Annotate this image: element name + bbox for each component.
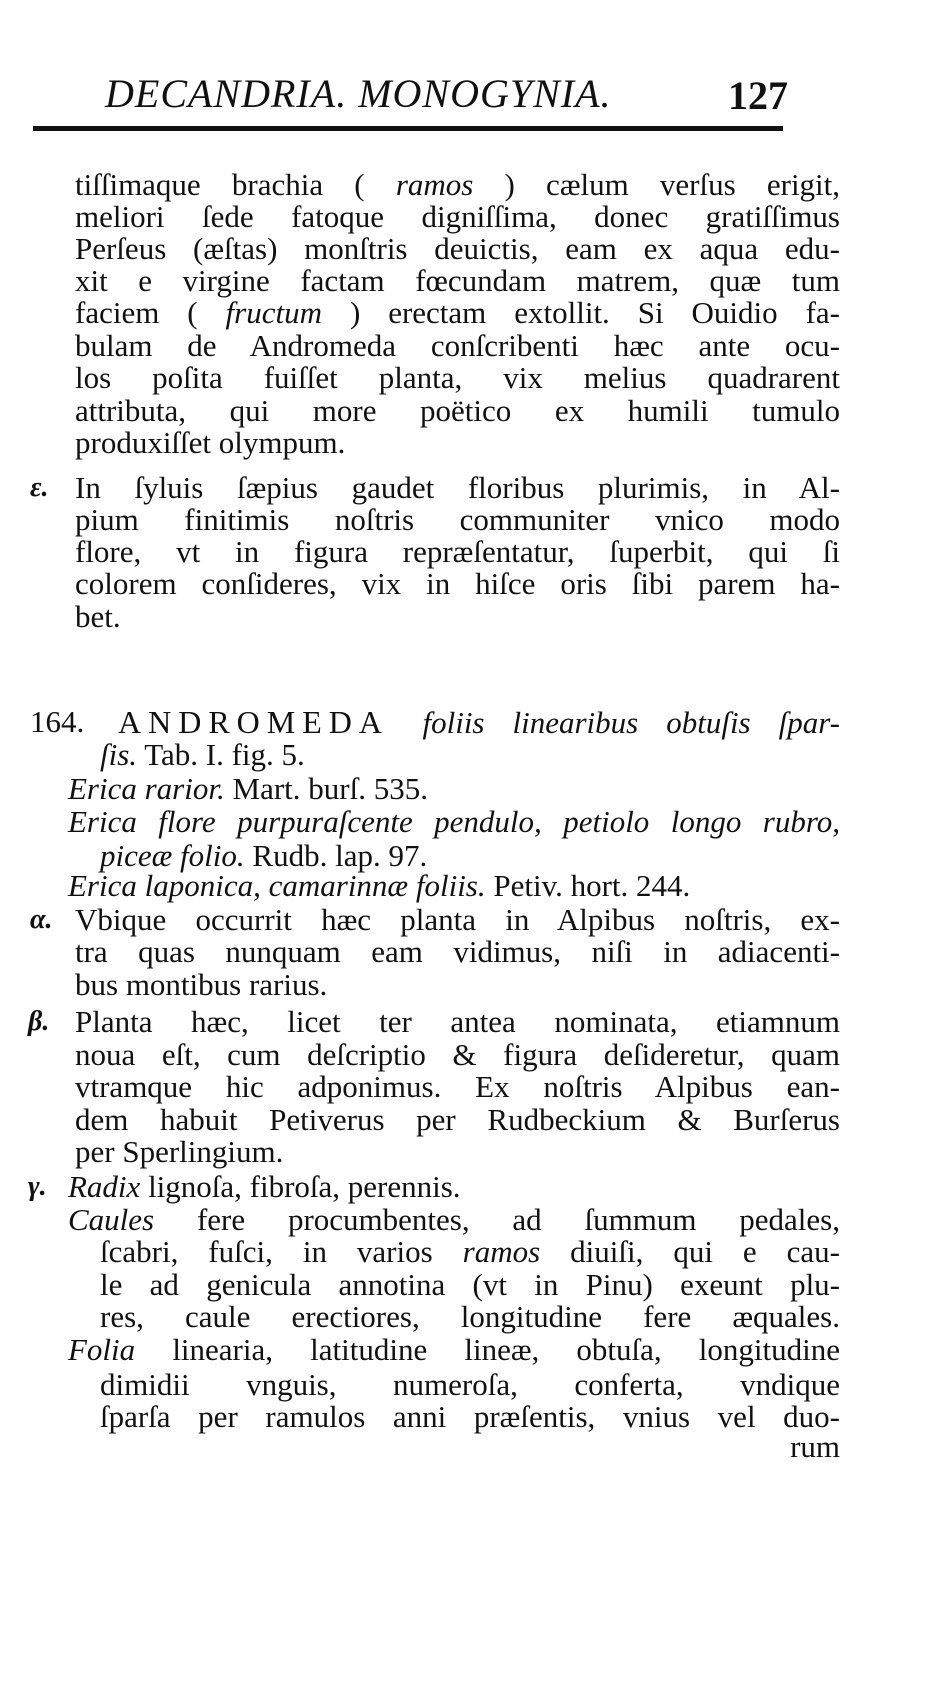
text-segment: ) cælum verſus erigit, — [504, 167, 841, 202]
text-line — [68, 804, 840, 840]
text-segment: noua eſt, cum deſcriptio & figura deſideretur, quam — [75, 1037, 840, 1072]
text-segment: faciem ( — [75, 295, 198, 330]
text-segment: ſparſa per ramulos anni præſentis, vnius vel duo- — [100, 1399, 840, 1434]
text-segment: xit e virgine factam fœcundam matrem, quæ tum — [75, 263, 840, 298]
text-line — [75, 263, 840, 299]
entry-number: 164. — [30, 704, 85, 739]
text-line — [100, 1234, 840, 1270]
paragraph-marker: α. — [30, 904, 53, 935]
text-segment: Rudb. lap. 97. — [252, 838, 428, 873]
text-segment: Mart. burſ. 535. — [232, 771, 428, 806]
text-line — [75, 393, 840, 429]
text-line — [75, 470, 840, 506]
paragraph-marker: ε. — [30, 472, 49, 503]
text-segment: dimidii vnguis, numeroſa, conferta, vndique — [100, 1367, 840, 1402]
text-line — [75, 199, 840, 235]
text-segment: flore, vt in figura repræſentatur, ſuperbit, qui ſi — [75, 534, 840, 569]
text-segment: lignoſa, fibroſa, perennis. — [148, 1169, 461, 1204]
text-line — [68, 771, 428, 807]
text-segment: meliori ſede fatoque digniſſima, donec gratiſſimus — [75, 199, 840, 234]
text-segment: per Sperlingium. — [75, 1134, 284, 1169]
genus-name: ANDROMEDA — [118, 704, 423, 740]
italic-text: Erica flore purpuraſcente pendulo, petiolo longo rubro, — [68, 804, 840, 839]
text-line — [75, 1134, 283, 1170]
italic-text: Erica laponica, camarinnæ foliis. — [68, 868, 486, 903]
text-segment: fere procumbentes, ad ſummum pedales, — [196, 1202, 840, 1237]
text-line — [75, 566, 840, 602]
text-segment: vtramque hic adponimus. Ex noſtris Alpibus ean- — [75, 1069, 840, 1104]
text-line — [75, 295, 840, 331]
text-line — [75, 231, 840, 267]
running-head-title: DECANDRIA. MONOGYNIA. — [105, 71, 612, 116]
italic-text: fructum — [225, 295, 322, 330]
text-line — [75, 1069, 840, 1105]
text-segment: Vbique occurrit hæc planta in Alpibus noſtris, ex- — [75, 902, 840, 937]
italic-text: ſis. — [100, 737, 138, 772]
text-line — [75, 360, 840, 396]
paragraph-marker: β. — [28, 1006, 50, 1037]
text-segment: Planta hæc, licet ter antea nominata, etiamnum — [75, 1004, 840, 1039]
text-segment: bulam de Andromeda conſcribenti hæc ante ocu- — [75, 328, 840, 363]
text-line — [100, 1267, 840, 1303]
italic-text: piceæ folio. — [100, 838, 245, 873]
text-line — [100, 1299, 840, 1335]
text-segment: pium finitimis noſtris communiter vnico modo — [75, 502, 840, 537]
text-line — [100, 737, 305, 773]
text-line — [75, 1102, 840, 1138]
text-line — [68, 868, 690, 904]
text-line — [100, 1367, 840, 1403]
text-line — [68, 1169, 461, 1205]
text-line — [75, 1004, 840, 1040]
text-segment: Petiv. hort. 244. — [493, 868, 691, 903]
italic-text: foliis linearibus obtuſis ſpar- — [422, 705, 840, 740]
text-line — [68, 1332, 840, 1368]
text-line — [75, 967, 327, 1003]
text-line — [75, 167, 840, 203]
text-segment: colorem conſideres, vix in hiſce oris ſibi parem ha- — [75, 566, 840, 601]
text-segment: ) erectam extollit. Si Ouidio fa- — [349, 295, 841, 330]
text-segment: le ad genicula annotina (vt in Pinu) exeunt plu- — [100, 1267, 840, 1302]
text-segment: produxiſſet olympum. — [75, 425, 346, 460]
text-line — [75, 534, 840, 570]
text-line — [75, 425, 345, 461]
text-line — [75, 502, 840, 538]
text-line — [790, 1429, 840, 1465]
text-line — [75, 328, 840, 364]
italic-text: Folia — [68, 1332, 136, 1367]
text-line — [118, 704, 840, 740]
text-line — [75, 934, 840, 970]
text-segment: los poſita fuiſſet planta, vix melius quadrarent — [75, 360, 840, 395]
text-segment: rum — [790, 1429, 840, 1464]
text-segment: bet. — [75, 599, 121, 634]
text-segment: Perſeus (æſtas) monſtris deuictis, eam ex aqua edu- — [75, 231, 840, 266]
italic-text: Erica rarior. — [68, 771, 225, 806]
italic-text: Radix — [68, 1169, 141, 1204]
text-segment: Tab. I. fig. 5. — [144, 737, 305, 772]
text-line — [75, 599, 121, 635]
text-segment: tra quas nunquam eam vidimus, niſi in adiacenti- — [75, 934, 840, 969]
header-rule — [33, 126, 783, 131]
paragraph-marker: γ. — [28, 1171, 47, 1202]
text-line — [68, 1202, 840, 1238]
text-segment: dem habuit Petiverus per Rudbeckium & Burſerus — [75, 1102, 840, 1137]
text-segment: diuiſi, qui e cau- — [570, 1234, 841, 1269]
text-line — [75, 902, 840, 938]
page-number: 127 — [728, 73, 788, 118]
text-segment: ſcabri, fuſci, in varios — [100, 1234, 463, 1269]
text-segment: bus montibus rarius. — [75, 967, 328, 1002]
italic-text: Caules — [68, 1202, 155, 1237]
text-line — [75, 1037, 840, 1073]
italic-text: ramos — [462, 1234, 541, 1269]
text-segment: linearia, latitudine lineæ, obtuſa, longitudine — [172, 1332, 840, 1367]
text-segment: tiſſimaque brachia ( — [75, 167, 365, 202]
italic-text: ramos — [395, 167, 474, 202]
text-segment: In ſyluis ſæpius gaudet floribus plurimis, in Al- — [75, 470, 840, 505]
text-segment: attributa, qui more poëtico ex humili tumulo — [75, 393, 840, 428]
text-segment: res, caule erectiores, longitudine fere æquales. — [100, 1299, 840, 1334]
text-line — [100, 1399, 840, 1435]
